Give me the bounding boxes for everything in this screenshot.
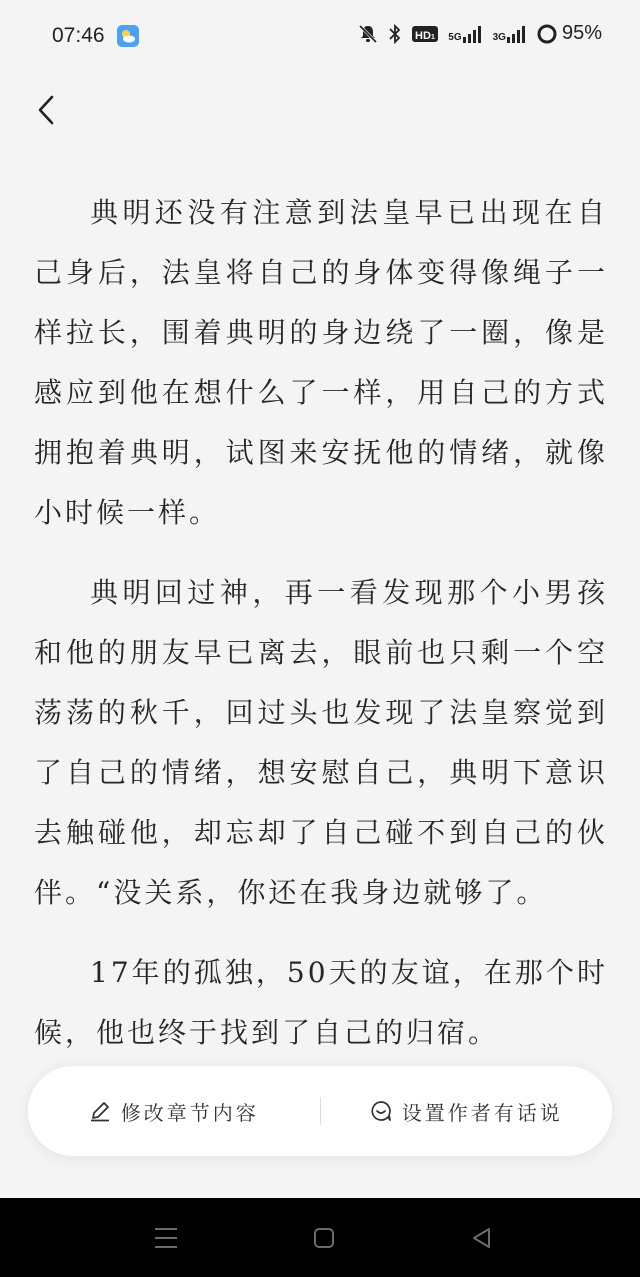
action-bar <box>28 1066 612 1156</box>
status-bar <box>0 0 640 72</box>
home-icon <box>312 1226 336 1250</box>
mute-bell-icon <box>358 24 378 44</box>
svg-text:1: 1 <box>431 33 436 41</box>
signal-3g <box>493 25 527 43</box>
navigation-bar <box>0 1198 640 1277</box>
menu-button[interactable] <box>152 1224 180 1252</box>
svg-text:HD: HD <box>415 29 432 42</box>
edit-chapter-label: 修改章节内容 <box>120 1100 259 1125</box>
author-note-label: 设置作者有话说 <box>401 1100 563 1125</box>
signal-icon <box>463 25 483 43</box>
system-back-button[interactable] <box>468 1224 496 1252</box>
edit-chapter-button[interactable] <box>28 1066 320 1156</box>
battery-icon <box>537 24 557 44</box>
status-icons <box>358 22 602 45</box>
home-button[interactable] <box>310 1224 338 1252</box>
paragraph-2: 典明回过神，再一看发现那个小男孩和他的朋友早已离去，眼前也只剩一个空荡荡的秋千，回过头也发现了法皇察觉到了自己的情绪，想安慰自己，典明下意识去触碰他，却忘却了自己碰不到自己的伙伴。“没关系，你还在我身边就够了。 <box>34 576 608 909</box>
battery <box>537 22 602 45</box>
signal-5g <box>448 25 482 43</box>
paragraph-1: 典明还没有注意到法皇早已出现在自己身后，法皇将自己的身体变得像绳子一样拉长，围着典明的身边绕了一圈，像是感应到他在想什么了一样，用自己的方式拥抱着典明，试图来安抚他的情绪，就像小时候一样。 <box>34 196 608 529</box>
chat-smile-icon <box>370 1100 392 1122</box>
battery-percent: 95% <box>561 22 602 44</box>
weather-icon <box>117 25 139 47</box>
back-button[interactable] <box>28 90 64 130</box>
menu-icon <box>153 1226 179 1250</box>
back-triangle-icon <box>470 1226 494 1250</box>
network-label-2: 3G <box>492 31 506 43</box>
paragraph-3: 17年的孤独，50天的友谊，在那个时候，他也终于找到了自己的归宿。 <box>34 956 608 1049</box>
signal-icon-2 <box>507 25 527 43</box>
bluetooth-icon <box>388 24 402 44</box>
author-note-button[interactable] <box>321 1066 613 1156</box>
status-time: 07:46 <box>52 24 105 47</box>
network-label-1: 5G <box>448 31 462 43</box>
hd-icon <box>412 25 438 43</box>
pencil-icon <box>89 1100 111 1122</box>
chevron-left-icon <box>36 94 56 126</box>
chapter-content <box>34 183 608 1083</box>
